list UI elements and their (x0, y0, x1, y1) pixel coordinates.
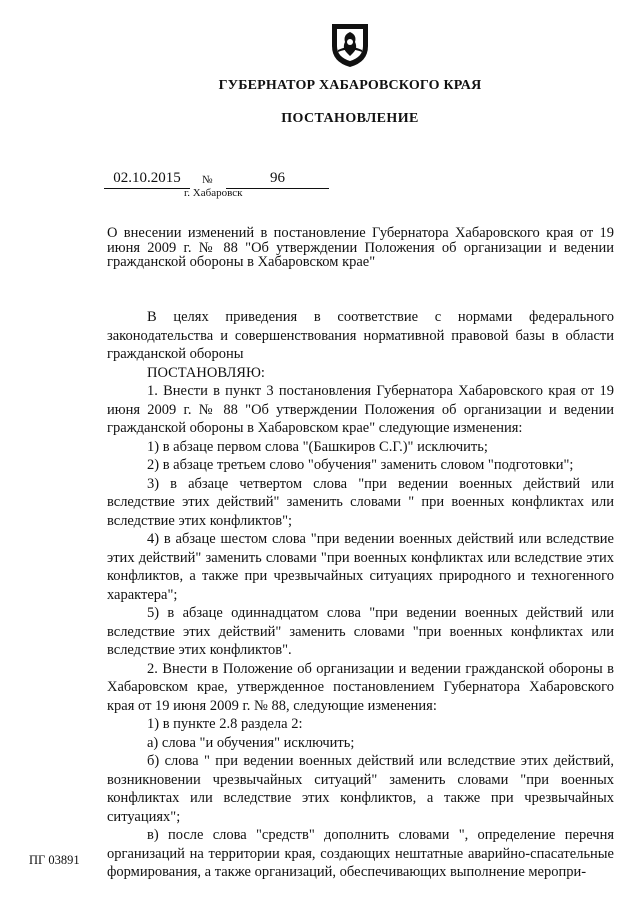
paragraph: 4) в абзаце шестом слова "при ведении военных действий или вследствие этих действий" заменить словами "при военных конфликтах или вследствие этих конфликтов, а также при чрезвычайных ситуациях природного и техногенного характера"; (107, 531, 614, 603)
paragraph: 3) в абзаце четвертом слова "при ведении военных действий или вследствие этих действий" заменить словами " при военных конфликтах или вследствие этих конфликтов"; (107, 475, 614, 529)
paragraph: 1. Внести в пункт 3 постановления Губернатора Хабаровского края от 19 июня 2009 г. № 88 "Об утверждении Положения об организации и ведении гражданской обороны в Хабаровском крае" следующие изменения: (107, 383, 614, 436)
document-date: 02.10.2015 (104, 170, 190, 189)
number-sign: № (202, 174, 213, 186)
place-of-issue: г. Хабаровск (184, 187, 243, 199)
document-number: 96 (226, 170, 329, 189)
coat-of-arms-icon (328, 20, 372, 68)
paragraph: 1) в пункте 2.8 раздела 2: (147, 716, 303, 732)
form-code: ПГ 03891 (29, 853, 80, 867)
document-subject: О внесении изменений в постановление Губернатора Хабаровского края от 19 июня 2009 г. № 88 "Об утверждении Положения об организации и ведении гражданской обороны в Хабаровском крае" (107, 225, 614, 271)
paragraph: 2) в абзаце третьем слово "обучения" заменить словом "подготовки"; (147, 457, 574, 473)
paragraph: 5) в абзаце одиннадцатом слова "при ведении военных действий или вследствие этих действий" заменить словами "при военных конфликтах или вследствие этих конфликтов". (107, 605, 614, 658)
document-type: ПОСТАНОВЛЕНИЕ (281, 111, 419, 126)
paragraph: 1) в абзаце первом слова "(Башкиров С.Г.)" исключить; (147, 438, 488, 455)
document-body (107, 308, 614, 882)
paragraph: ПОСТАНОВЛЯЮ: (147, 364, 265, 381)
paragraph: а) слова "и обучения" исключить; (147, 734, 355, 751)
paragraph: в) после слова "средств" дополнить словами ", определение перечня организаций на территории края, создающих нештатные аварийно-спасательные формирования, а также организаций, обеспечивающих выполнение меропри- (107, 827, 614, 880)
issuing-authority: ГУБЕРНАТОР ХАБАРОВСКОГО КРАЯ (218, 78, 482, 93)
paragraph: б) слова " при ведении военных действий или вследствие этих действий, возникновении чрезвычайных ситуаций" заменить словами "при военных конфликтах или вследствие этих конфликтов, а также при чрезвычайных ситуациях"; (107, 753, 614, 825)
paragraph: В целях приведения в соответствие с нормами федерального законодательства и совершенствования нормативной правовой базы в области гражданской обороны (107, 309, 614, 362)
paragraph: 2. Внести в Положение об организации и ведении гражданской обороны в Хабаровском крае, утвержденное постановлением Губернатора Хабаровского края от 19 июня 2009 г. № 88, следующие изменения: (107, 660, 614, 714)
